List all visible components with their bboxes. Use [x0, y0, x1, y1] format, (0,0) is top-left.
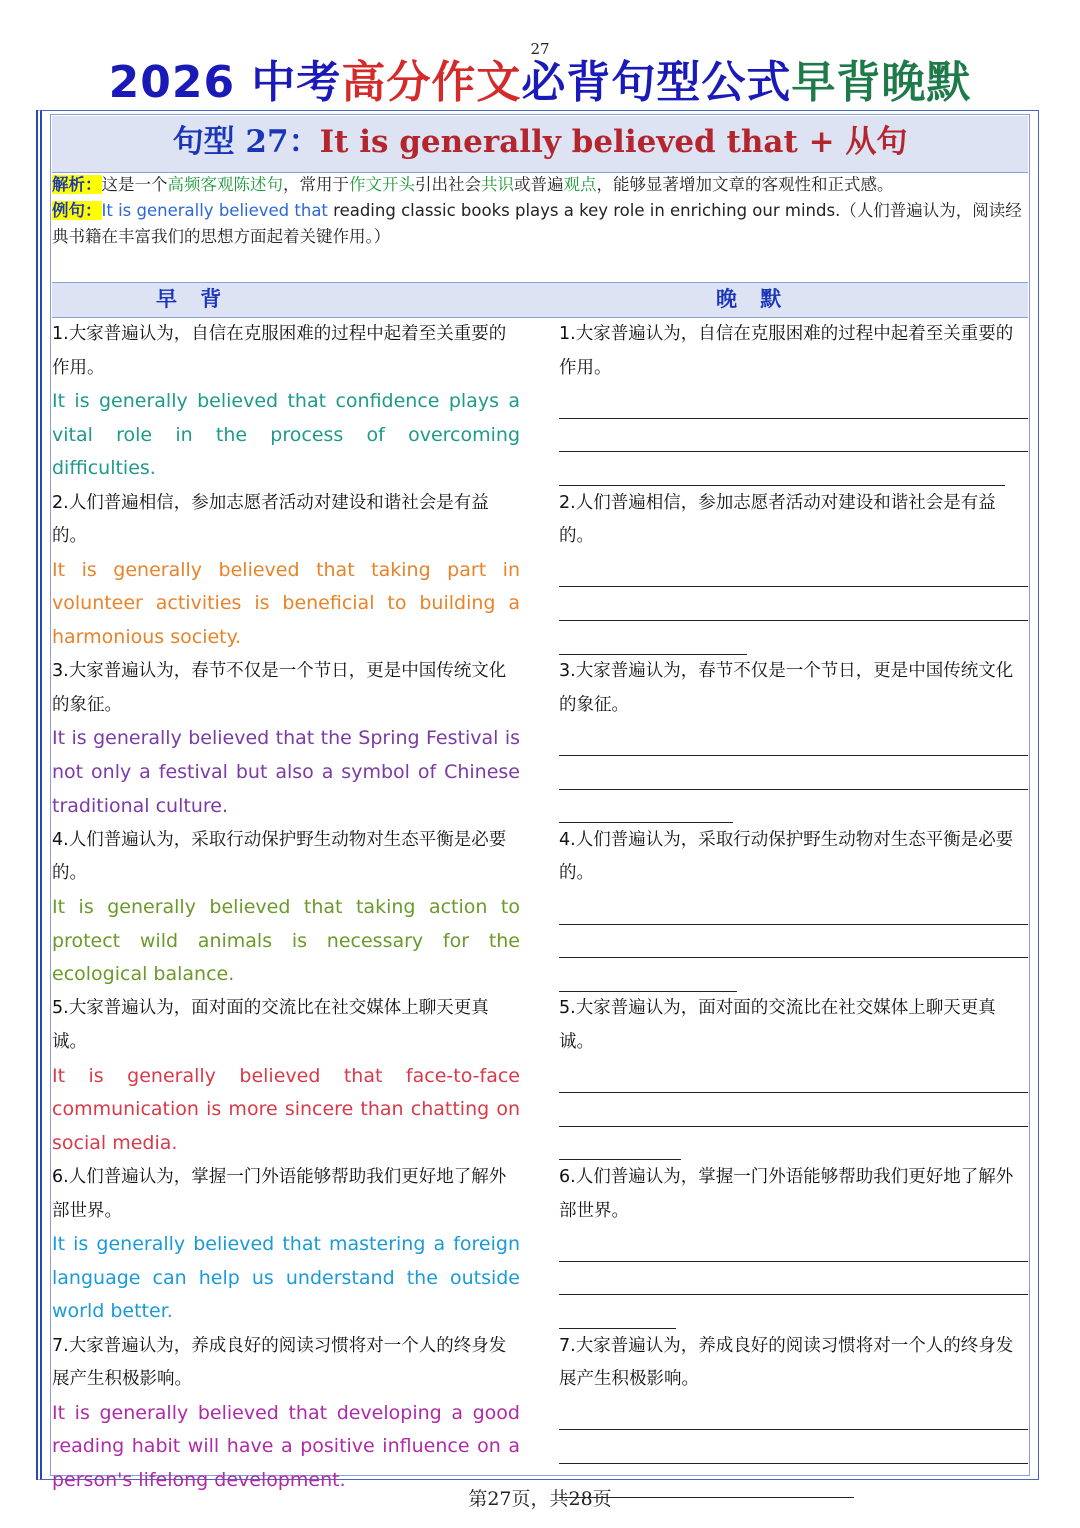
chinese-sentence: 7.大家普遍认为，养成良好的阅读习惯将对一个人的终身发展产生积极影响。: [52, 1335, 507, 1390]
chinese-sentence: 7.大家普遍认为，养成良好的阅读习惯将对一个人的终身发展产生积极影响。: [559, 1335, 1014, 1390]
answer-blank-line[interactable]: [559, 621, 747, 655]
title-part-high-score: 高分作文: [341, 57, 522, 108]
evening-item: [559, 992, 1028, 1161]
answer-blank-line[interactable]: [559, 756, 1028, 790]
answer-blank-line[interactable]: [559, 1228, 1028, 1262]
analysis-segment: 作文开头: [349, 175, 415, 194]
morning-item: [52, 1161, 520, 1330]
answer-blank-line[interactable]: [559, 1093, 1028, 1127]
chinese-sentence: 3.大家普遍认为，春节不仅是一个节日，更是中国传统文化的象征。: [52, 661, 507, 715]
answer-blank-line[interactable]: [559, 1262, 1028, 1296]
chinese-sentence: 1.大家普遍认为，自信在克服困难的过程中起着至关重要的作用。: [52, 324, 507, 378]
answer-blank-line[interactable]: [559, 722, 1028, 756]
evening-item: [559, 1161, 1028, 1330]
morning-item: [52, 1330, 520, 1499]
pattern-banner: [52, 116, 1028, 173]
example-highlight: It is generally believed that: [101, 201, 328, 220]
evening-column: [559, 318, 1028, 1498]
english-translation: It is generally believed that taking action to protect wild animals is necessary for the ecological balance.: [52, 895, 520, 986]
morning-item: [52, 992, 520, 1161]
analysis-segment: 这是一个: [101, 175, 168, 194]
analysis-segment: ，常用于: [283, 175, 349, 194]
answer-blank-line[interactable]: [559, 891, 1028, 925]
page-title: [0, 46, 1080, 110]
analysis-segment: 引出社会: [415, 175, 481, 194]
evening-item: [559, 487, 1028, 656]
answer-blank-line[interactable]: [559, 452, 1005, 486]
evening-column-header: [520, 282, 1028, 318]
chinese-sentence: 4.人们普遍认为，采取行动保护野生动物对生态平衡是必要的。: [559, 829, 1014, 884]
analysis-segment: 高频客观陈述句: [167, 175, 283, 194]
answer-blank-line[interactable]: [559, 385, 1028, 419]
analysis-segment: 共识: [481, 175, 514, 194]
analysis-paragraph: [52, 172, 1028, 198]
chinese-sentence: 1.大家普遍认为，自信在克服困难的过程中起着至关重要的作用。: [559, 324, 1014, 378]
morning-item: [52, 655, 520, 824]
morning-item: [52, 487, 520, 656]
answer-blank-line[interactable]: [559, 1295, 676, 1329]
english-translation: It is generally believed that the Spring Festival is not only a festival but also a symbol of Chinese traditional culture.: [52, 727, 520, 817]
analysis-block: [52, 172, 1028, 250]
chinese-sentence: 4.人们普遍认为，采取行动保护野生动物对生态平衡是必要的。: [52, 829, 507, 884]
evening-header-label: 晚 默: [716, 287, 790, 311]
english-translation: It is generally believed that confidence plays a vital role in the process of overcoming difficulties.: [52, 390, 520, 480]
title-part-memorize: 早背晚默: [791, 57, 972, 108]
answer-blank-line[interactable]: [559, 419, 1028, 453]
analysis-tag: 解析：: [52, 175, 102, 194]
example-rest: reading classic books plays a key role in enriching our minds.（人们普遍认为，阅读经典书籍在丰富我们的思想方面起着关键作用。）: [52, 201, 1022, 246]
analysis-text: [102, 175, 894, 194]
pattern-label: 句型 27：: [172, 124, 320, 160]
answer-blank-line[interactable]: [559, 1397, 1028, 1431]
english-translation: It is generally believed that face-to-face communication is more sincere than chatting on social media.: [52, 1064, 520, 1154]
answer-blank-line[interactable]: [559, 925, 1028, 959]
example-paragraph: [52, 198, 1028, 250]
answer-blank-line[interactable]: [559, 790, 733, 824]
morning-item: [52, 824, 520, 993]
answer-blank-line[interactable]: [559, 958, 737, 992]
analysis-segment: ，能够显著增加文章的客观性和正式感。: [596, 175, 894, 194]
chinese-sentence: 3.大家普遍认为，春节不仅是一个节日，更是中国传统文化的象征。: [559, 661, 1014, 715]
chinese-sentence: 2.人们普遍相信，参加志愿者活动对建设和谐社会是有益的。: [52, 492, 489, 547]
answer-blank-line[interactable]: [559, 1060, 1028, 1094]
answer-blank-line[interactable]: [559, 1430, 1028, 1464]
english-translation: It is generally believed that developing a good reading habit will have a positive influence on a person's lifelong development.: [52, 1401, 520, 1491]
evening-item: [559, 1330, 1028, 1499]
chinese-sentence: 5.大家普遍认为，面对面的交流比在社交媒体上聊天更真诚。: [559, 998, 996, 1052]
title-part-patterns: 必背句型公式: [521, 57, 792, 108]
title-part-year: 2026 中考: [108, 57, 342, 108]
page-number-top: 27: [530, 40, 550, 58]
morning-column: [52, 318, 520, 1498]
morning-column-header: [52, 282, 520, 318]
chinese-sentence: 2.人们普遍相信，参加志愿者活动对建设和谐社会是有益的。: [559, 492, 996, 547]
english-translation: It is generally believed that mastering a foreign language can help us understand the outside world better.: [52, 1233, 520, 1323]
chinese-sentence: 5.大家普遍认为，面对面的交流比在社交媒体上聊天更真诚。: [52, 998, 489, 1052]
answer-blank-line[interactable]: [559, 554, 1028, 588]
answer-blank-line[interactable]: [559, 587, 1028, 621]
evening-item: [559, 655, 1028, 824]
analysis-segment: 或普遍: [514, 175, 564, 194]
chinese-sentence: 6.人们普遍认为，掌握一门外语能够帮助我们更好地了解外部世界。: [559, 1166, 1014, 1221]
analysis-segment: 观点: [563, 175, 597, 194]
example-tag: 例句：: [52, 201, 102, 220]
answer-blank-line[interactable]: [559, 1127, 681, 1161]
evening-item: [559, 318, 1028, 487]
evening-item: [559, 824, 1028, 993]
morning-header-label: 早 背: [156, 287, 230, 311]
morning-item: [52, 318, 520, 487]
pattern-formula: It is generally believed that + 从句: [319, 124, 908, 160]
page-footer: 第27页，共28页: [468, 1488, 612, 1510]
chinese-sentence: 6.人们普遍认为，掌握一门外语能够帮助我们更好地了解外部世界。: [52, 1166, 507, 1221]
english-translation: It is generally believed that taking part in volunteer activities is beneficial to building a harmonious society.: [52, 558, 520, 648]
